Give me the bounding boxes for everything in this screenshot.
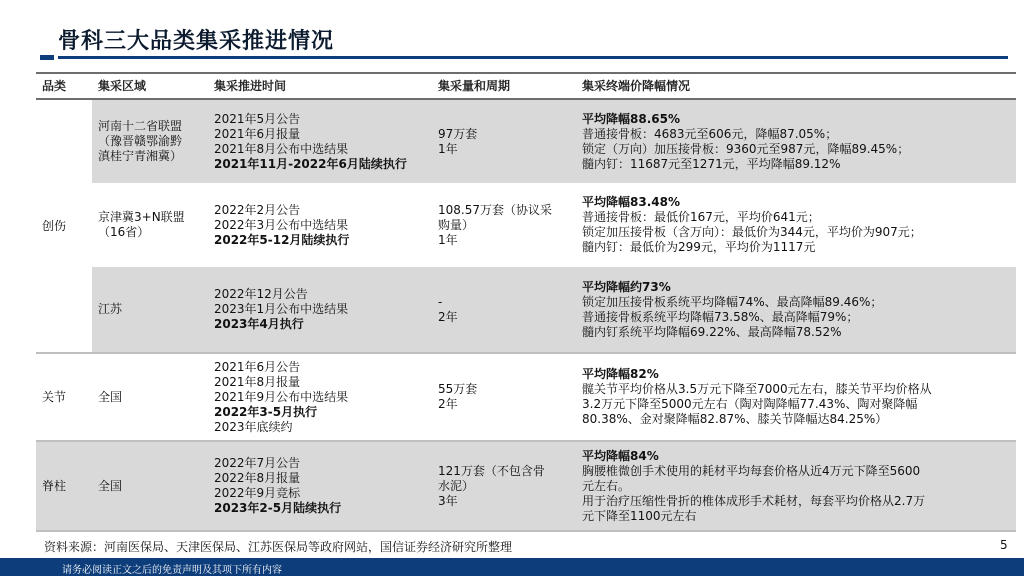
volume-line: 1年: [438, 141, 458, 156]
category-cell: 脊柱: [36, 441, 92, 531]
time-cell: [208, 99, 432, 183]
procurement-table: [36, 72, 1016, 532]
price-line: 髓内钉：最低价为299元，平均价为1117元: [582, 240, 816, 254]
time-line: 2021年8月公布中选结果: [214, 141, 349, 156]
time-line: 2022年12月公告: [214, 287, 308, 301]
volume-line: 1年: [438, 232, 458, 247]
price-cell: [576, 267, 1016, 353]
price-line: 普通接骨板：4683元至606元，降幅87.05%；: [582, 126, 838, 141]
region-cell: [92, 99, 208, 183]
price-cell: [576, 353, 1016, 441]
price-line: 普通接骨板：最低价167元，平均价641元；: [582, 210, 820, 224]
region-line: 河南十二省联盟: [98, 119, 183, 133]
header-category: 品类: [36, 73, 92, 99]
table-row: [36, 99, 1016, 183]
header-price: 集采终端价降幅情况: [576, 73, 1016, 99]
volume-line: 购量）: [438, 217, 475, 232]
price-line: 80.38%、金对聚降幅82.87%、膝关节降幅达84.25%）: [582, 412, 888, 426]
time-line: 2022年3月公布中选结果: [214, 217, 349, 232]
price-line: 元左右。: [582, 478, 631, 493]
time-cell: [208, 353, 432, 441]
price-line: 锁定加压接骨板（含万向）：最低价为344元，平均价为907元；: [582, 225, 922, 239]
time-line: 2021年6月公告: [214, 359, 301, 374]
time-cell: [208, 267, 432, 353]
volume-line: 108.57万套（协议采: [438, 202, 552, 217]
volume-line: 55万套: [438, 382, 478, 396]
price-line: 元下降至1100元左右: [582, 508, 697, 523]
region-line: 京津冀3+N联盟: [98, 210, 185, 224]
table-row: [36, 441, 1016, 531]
price-cell: [576, 183, 1016, 267]
volume-line: 97万套: [438, 126, 478, 141]
volume-cell: [432, 441, 576, 531]
price-line: 髓内钉：11687元至1271元，平均降幅89.12%: [582, 156, 841, 171]
price-headline: 平均降幅83.48%: [582, 195, 680, 209]
volume-cell: [432, 267, 576, 353]
price-cell: [576, 99, 1016, 183]
page-title: 骨科三大品类集采推进情况: [58, 29, 335, 54]
time-line-bold: 2021年11月-2022年6月陆续执行: [214, 156, 407, 171]
time-line-bold: 2022年5-12月陆续执行: [214, 232, 350, 247]
time-cell: [208, 441, 432, 531]
table-header-row: [36, 73, 1016, 99]
source-note: 资料来源：河南医保局、天津医保局、江苏医保局等政府网站，国信证券经济研究所整理: [44, 540, 513, 554]
price-line: 普通接骨板系统平均降幅73.58%、最高降幅79%；: [582, 309, 859, 324]
region-cell: 江苏: [92, 267, 208, 353]
volume-cell: [432, 183, 576, 267]
page-number: 5: [1000, 538, 1008, 552]
volume-cell: [432, 353, 576, 441]
time-line-bold: 2022年3-5月执行: [214, 404, 318, 419]
time-line-bold: 2023年2-5月陆续执行: [214, 501, 342, 515]
volume-line: -: [438, 294, 443, 309]
price-headline: 平均降幅82%: [582, 367, 659, 381]
region-line: （豫晋赣鄂渝黔: [98, 134, 183, 148]
price-line: 髋关节平均价格从3.5万元下降至7000元左右，膝关节平均价格从: [582, 382, 932, 396]
time-line: 2023年1月公布中选结果: [214, 302, 349, 316]
region-cell: [92, 183, 208, 267]
header-volume: 集采量和周期: [432, 73, 576, 99]
header-time: 集采推进时间: [208, 73, 432, 99]
title-accent: [40, 55, 54, 60]
price-line: 3.2万元下降至5000元左右（陶对陶降幅77.43%、陶对聚降幅: [582, 397, 918, 411]
volume-line: 2年: [438, 309, 458, 324]
header-region: 集采区域: [92, 73, 208, 99]
price-line: 胸腰椎微创手术使用的耗材平均每套价格从近4万元下降至5600: [582, 463, 921, 478]
time-line: 2022年7月公告: [214, 456, 301, 470]
price-headline: 平均降幅约73%: [582, 279, 671, 294]
region-cell: 全国: [92, 353, 208, 441]
price-headline: 平均降幅84%: [582, 448, 659, 463]
time-line: 2022年8月报量: [214, 471, 301, 485]
volume-cell: [432, 99, 576, 183]
time-line: 2021年6月报量: [214, 126, 301, 141]
region-line: 滇桂宁青湘冀）: [98, 149, 183, 163]
volume-line: 3年: [438, 493, 458, 508]
time-line: 2022年2月公告: [214, 202, 301, 217]
category-cell: 创伤: [36, 99, 92, 353]
time-line: 2021年5月公告: [214, 111, 301, 126]
volume-line: 2年: [438, 397, 458, 411]
price-line: 用于治疗压缩性骨折的椎体成形手术耗材，每套平均价格从2.7万: [582, 493, 926, 508]
time-cell: [208, 183, 432, 267]
region-line: （16省）: [98, 225, 150, 239]
time-line-bold: 2023年4月执行: [214, 317, 304, 331]
price-line: 锁定加压接骨板系统平均降幅74%、最高降幅89.46%；: [582, 294, 883, 309]
time-line: 2023年底续约: [214, 419, 293, 434]
time-line: 2021年8月报量: [214, 374, 301, 389]
price-headline: 平均降幅88.65%: [582, 111, 680, 126]
table-row: [36, 353, 1016, 441]
price-cell: [576, 441, 1016, 531]
price-line: 髓内钉系统平均降幅69.22%、最高降幅78.52%: [582, 324, 842, 339]
volume-line: 121万套（不包含骨: [438, 463, 545, 478]
time-line: 2022年9月竞标: [214, 486, 301, 500]
table-row: [36, 183, 1016, 267]
table-row: [36, 267, 1016, 353]
time-line: 2021年9月公布中选结果: [214, 389, 349, 404]
region-cell: 全国: [92, 441, 208, 531]
volume-line: 水泥）: [438, 478, 475, 493]
title-underline: [58, 56, 1008, 59]
disclaimer-text: 请务必阅读正文之后的免责声明及其项下所有内容: [62, 565, 282, 576]
price-line: 锁定（万向）加压接骨板：9360元至987元，降幅89.45%；: [582, 141, 910, 156]
category-cell: 关节: [36, 353, 92, 441]
